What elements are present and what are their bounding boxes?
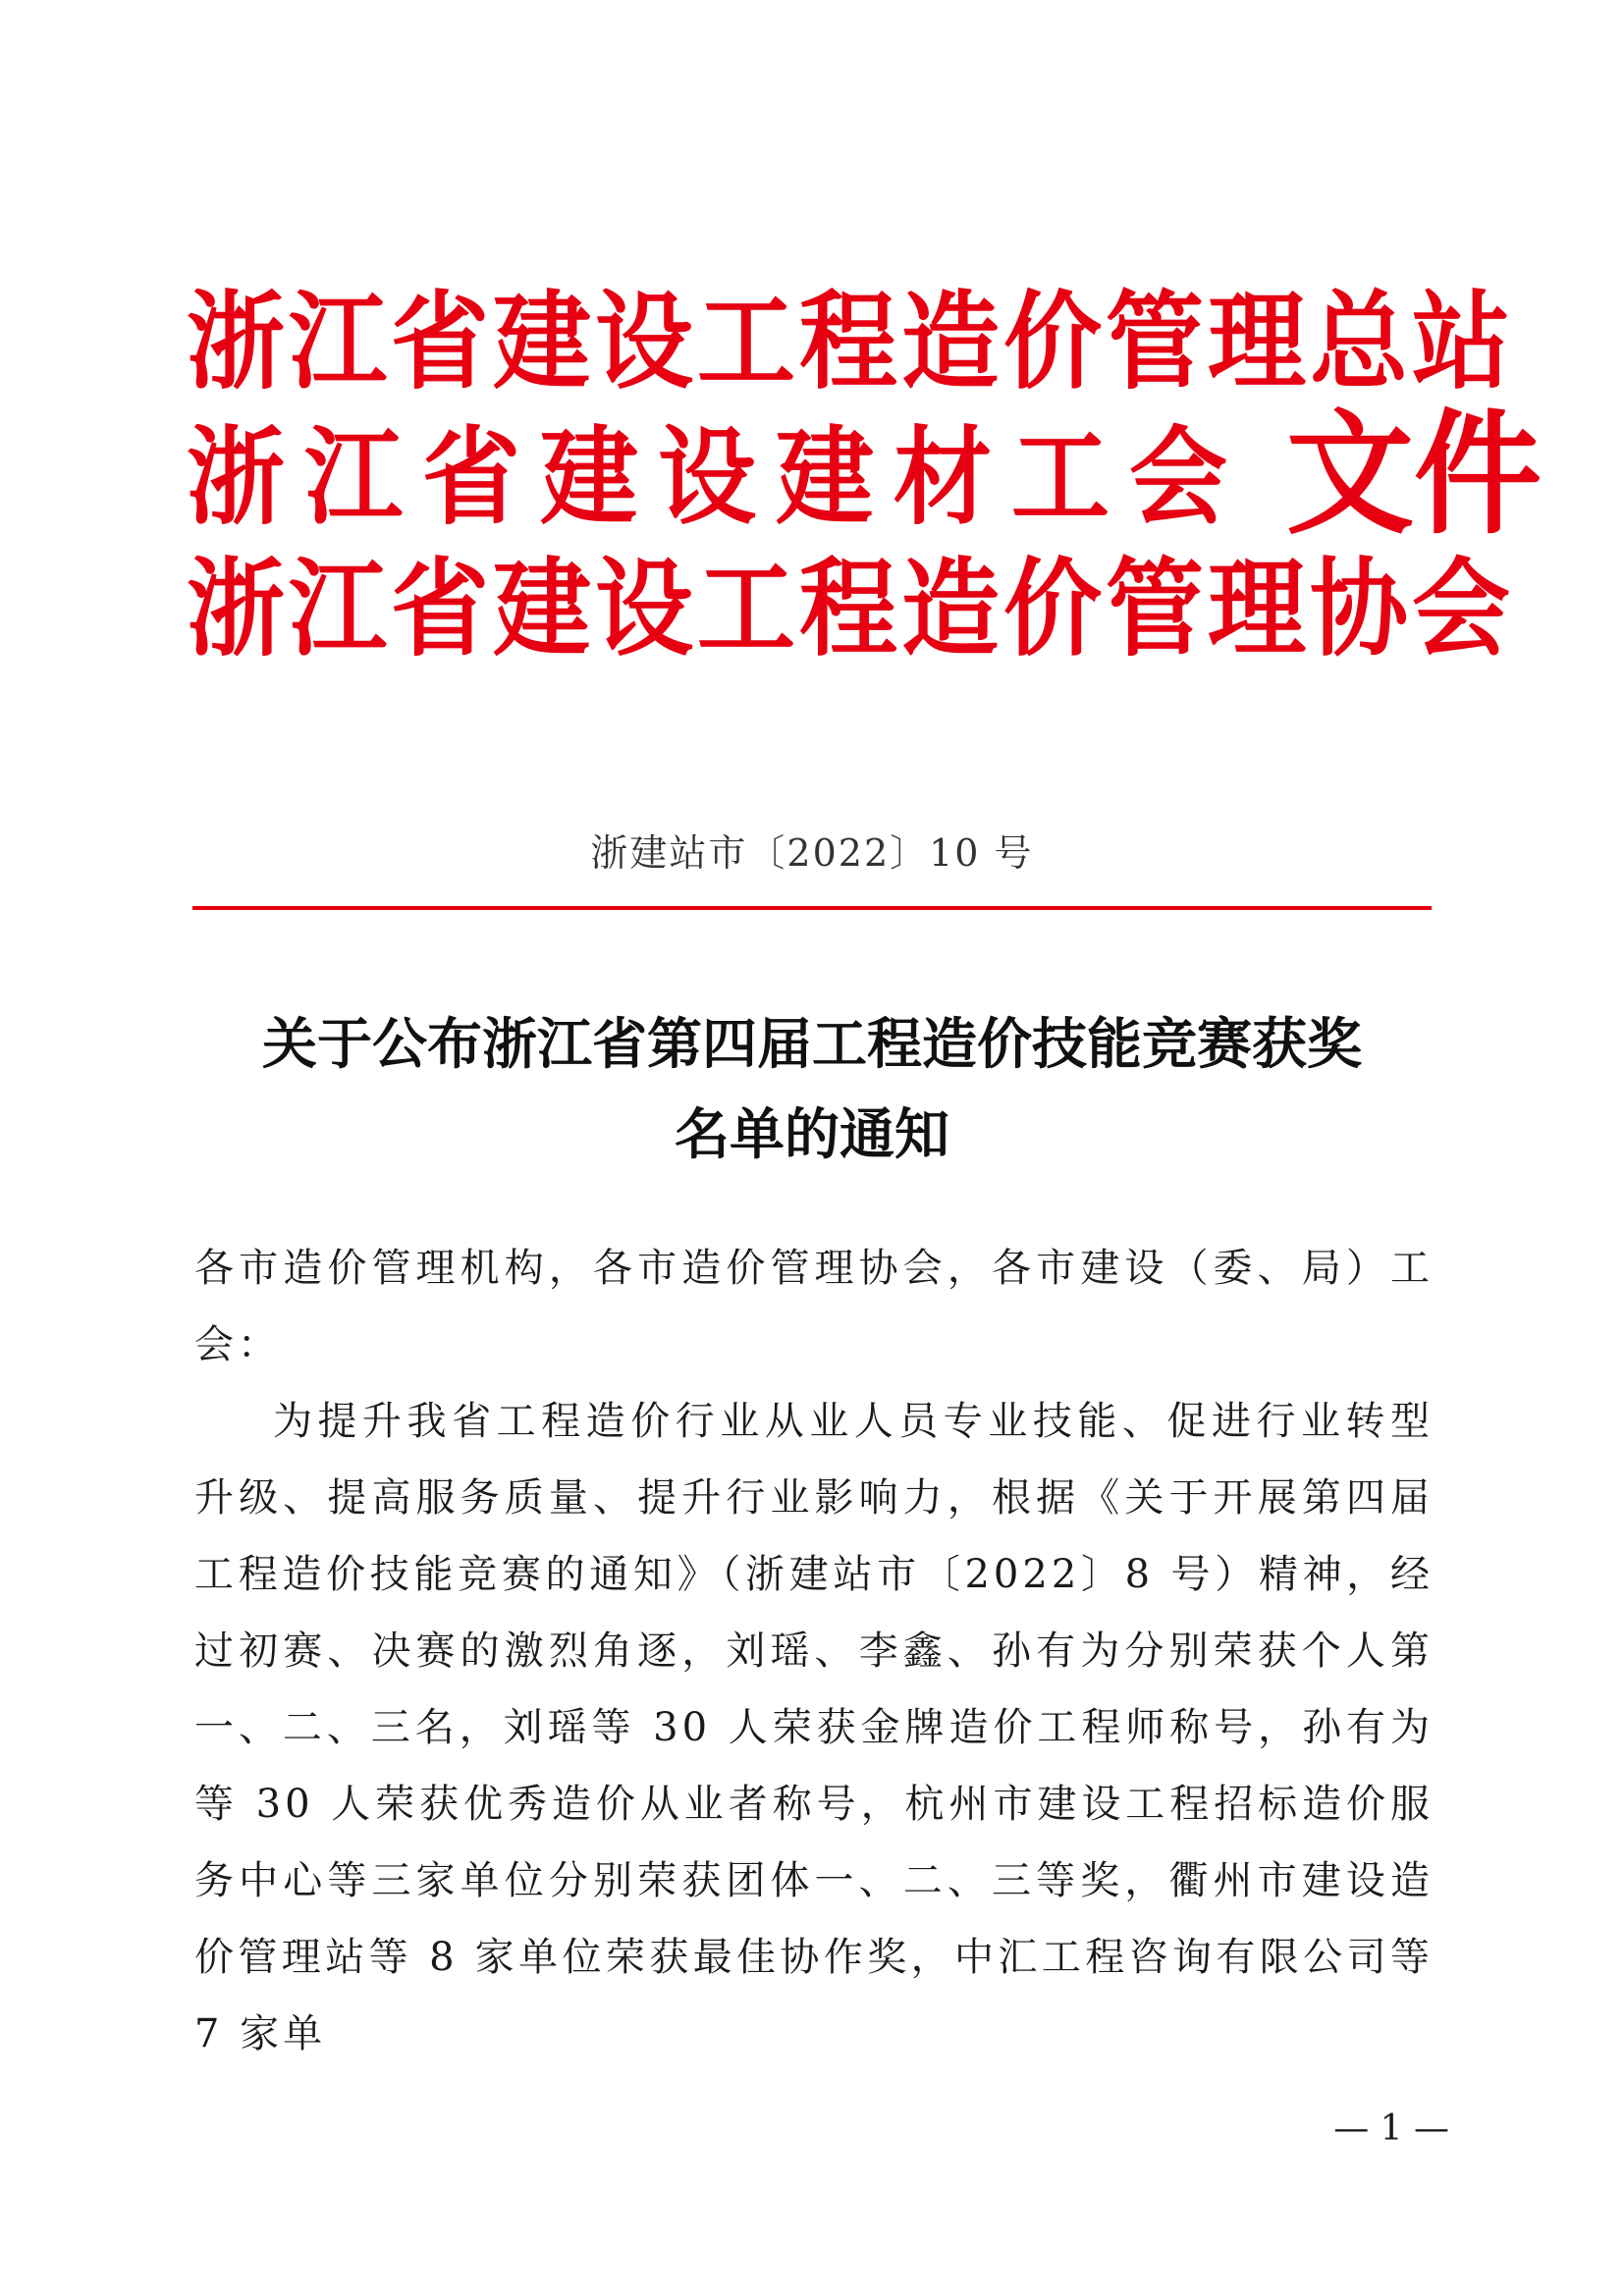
document-number: 浙建站市〔2022〕10 号 bbox=[590, 831, 1034, 875]
union-char: 建 bbox=[776, 415, 874, 540]
letterhead-middle-row bbox=[187, 396, 1543, 554]
org-name-cost-management-station: 浙江省建设工程造价管理总站 bbox=[187, 280, 1514, 404]
title-line-2: 名单的通知 bbox=[675, 1102, 949, 1167]
title-line-1: 关于公布浙江省第四届工程造价技能竞赛获奖 bbox=[262, 1012, 1362, 1077]
page-number: — 1 — bbox=[1333, 2109, 1449, 2149]
union-char: 建 bbox=[540, 415, 638, 540]
salutation: 各市造价管理机构，各市造价管理协会，各市建设（委、局）工会： bbox=[194, 1246, 1434, 1367]
union-char: 设 bbox=[658, 415, 756, 540]
body-paragraph: 为提升我省工程造价行业从业人员专业技能、促进行业转型升级、提高服务质量、提升行业影响力，根据《关于开展第四届工程造价技能竞赛的通知》（浙建站市〔2022〕8 号）精神，经过初赛、决赛的激烈角逐，刘瑶、李鑫、孙有为分别荣获个人第一、二、三名，刘瑶等 30 人荣获金牌造价工程师称号，孙有为等 30 人荣获优秀造价从业者称号，杭州市建设工程招标造价服务中心等三家单位分别荣获团体一、二、三等奖，衢州市建设造价管理站等 8 家单位荣获最佳协作奖，中汇工程咨询有限公司等 7 家单 bbox=[194, 1399, 1434, 2056]
notice-title bbox=[0, 999, 1624, 1180]
union-char: 材 bbox=[893, 415, 992, 540]
union-char: 浙 bbox=[187, 415, 285, 540]
org-name-cost-management-association: 浙江省建设工程造价管理协会 bbox=[187, 547, 1514, 671]
document-word: 文件 bbox=[1286, 396, 1543, 554]
union-char: 会 bbox=[1129, 415, 1227, 540]
red-divider bbox=[192, 906, 1432, 910]
org-name-building-materials-union bbox=[187, 415, 1227, 540]
notice-body bbox=[194, 1230, 1434, 2072]
union-char: 工 bbox=[1011, 415, 1110, 540]
union-char: 江 bbox=[304, 415, 403, 540]
union-char: 省 bbox=[422, 415, 520, 540]
